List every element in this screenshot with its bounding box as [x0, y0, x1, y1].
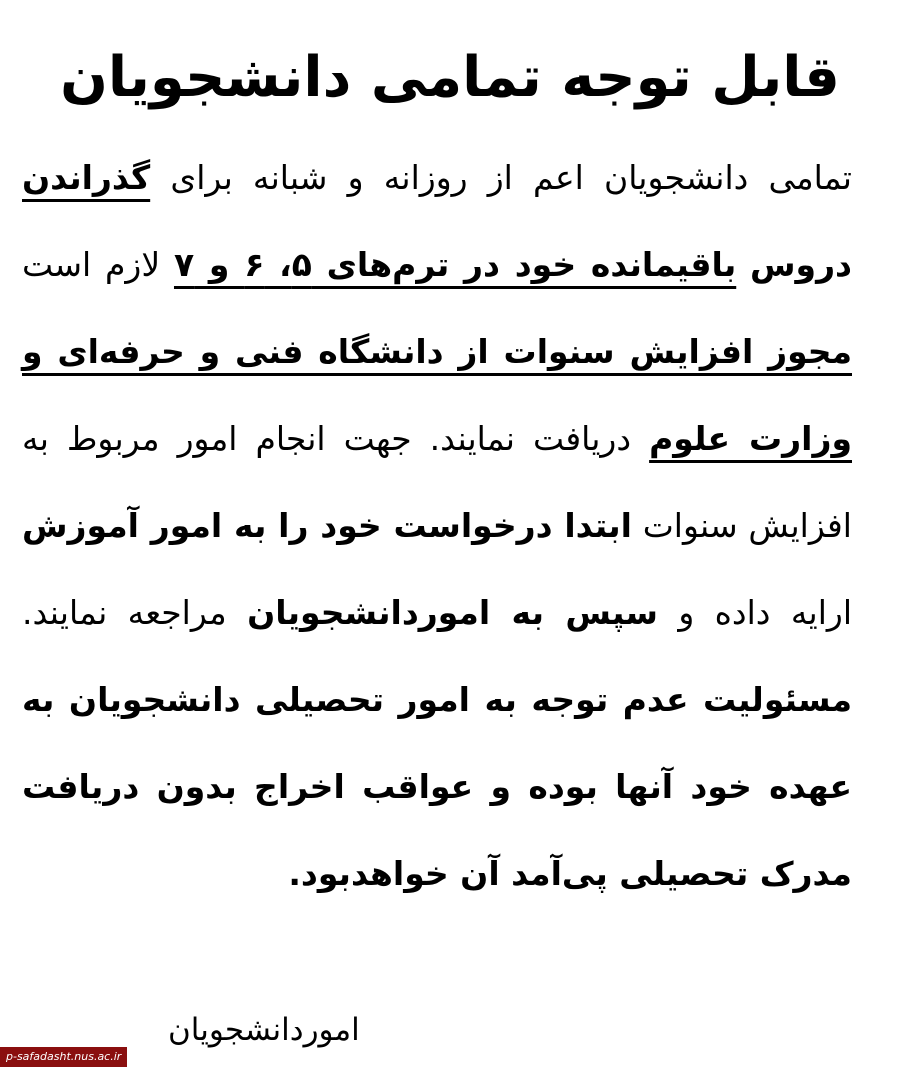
underlined-text: مجوز افزایش سنوات از دانشگاه فنی و حرفه‌ای و: [22, 332, 852, 371]
body-text: دریافت نمایند. جهت انجام امور مربوط به: [22, 419, 632, 458]
bold-text: سپس به اموردانشجویان: [247, 593, 658, 632]
body-line-1: [22, 153, 852, 203]
body-text: لازم است: [22, 245, 161, 284]
body-line-5: [22, 501, 852, 551]
underlined-text: گذراندن: [22, 158, 151, 197]
body-text: ارایه داده و: [678, 593, 853, 632]
bold-text: ابتدا درخواست خود را به امور آموزش: [22, 506, 632, 545]
body-line-3: [22, 327, 852, 377]
body-text: افزایش سنوات: [642, 506, 852, 545]
signature-office: اموردانشجویان: [168, 1012, 360, 1048]
body-line-9: مدرک تحصیلی پی‌آمد آن خواهدبود.: [288, 854, 852, 893]
body-text: تمامی دانشجویان اعم از روزانه و شبانه برای: [170, 158, 852, 197]
body-line-8: عهده خود آنها بوده و عواقب اخراج بدون دریافت: [22, 767, 852, 806]
body-line-2: [22, 240, 852, 290]
body-line-4: [22, 414, 852, 464]
body-line-7: مسئولیت عدم توجه به امور تحصیلی دانشجویان به: [22, 680, 852, 719]
body-text: مراجعه نمایند.: [22, 593, 227, 632]
underlined-text: وزارت علوم: [649, 419, 852, 458]
bold-text: دروس: [750, 245, 852, 284]
announcement-title: قابل توجه تمامی دانشجویان: [60, 45, 840, 110]
site-watermark: p-safadasht.nus.ac.ir: [0, 1047, 127, 1067]
body-line-6: [22, 588, 852, 638]
underlined-text: باقیمانده خود در ترم‌های ۵، ۶ و ۷: [173, 245, 737, 284]
